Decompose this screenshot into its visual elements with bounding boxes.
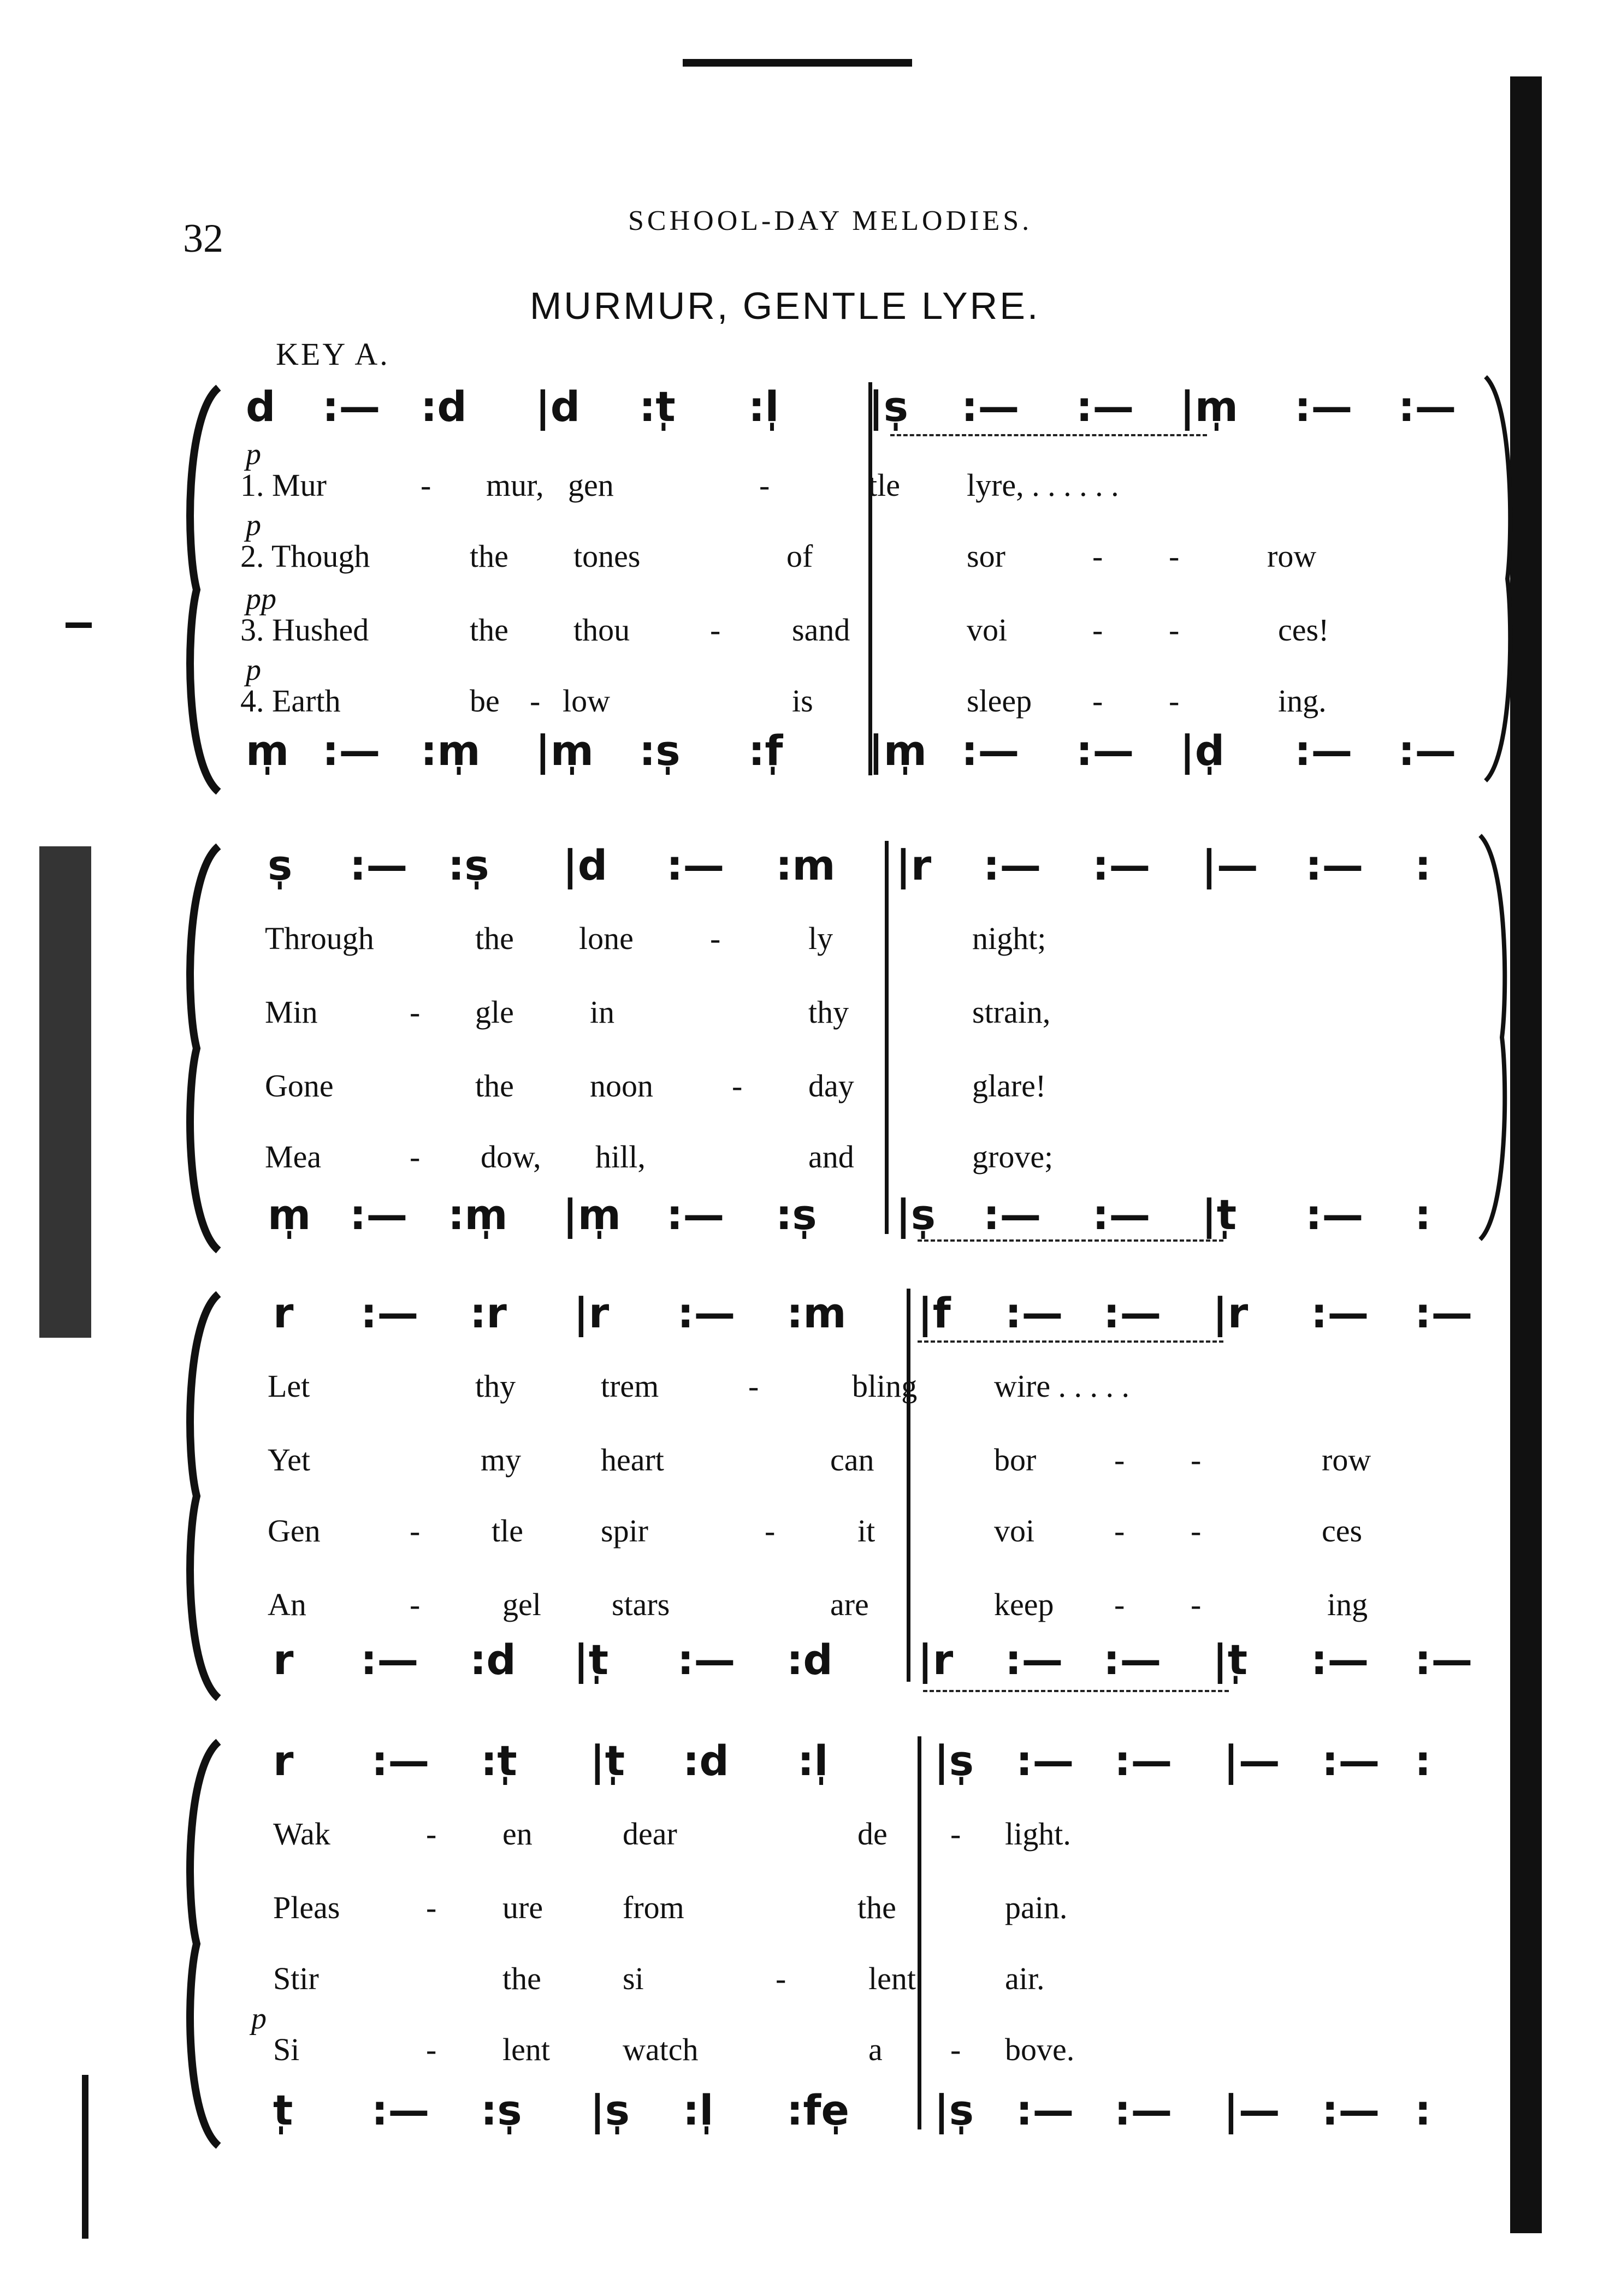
lyric: - [410,1513,421,1549]
lyric: the [502,1961,541,1996]
bass-sol-fa-line [240,2086,1529,2140]
lyric: Gone [265,1068,334,1103]
lyric: stars [612,1587,670,1622]
lyric: sleep [967,683,1032,719]
note: :— [1398,382,1457,431]
lyric: watch [623,2032,699,2067]
music-system-1 [164,371,1529,797]
note: :m [786,1289,847,1337]
note: :l̩ [797,1736,829,1785]
lyric: - [710,921,721,956]
lyric: - [1092,683,1103,719]
lyric: - [950,2032,961,2067]
note: :m̩ [448,1190,508,1239]
lyric: - [1114,1587,1125,1622]
music-system-4 [164,1725,1529,2162]
lyric: - [759,467,770,503]
note: |d [563,841,608,889]
note: |r [918,1635,954,1684]
note: :— [1114,2086,1173,2134]
note: : [1415,1736,1431,1785]
verse-1-line [240,1368,1529,1411]
system-left-brace [164,1289,229,1704]
lyric: the [470,612,508,648]
lyric: Pleas [273,1890,340,1925]
lyric: and [808,1139,854,1174]
note: :— [360,1635,419,1684]
note: :d [683,1736,729,1785]
lyric: ly [808,921,833,956]
lyric: of [786,538,813,574]
note: :— [1311,1289,1369,1337]
note: :— [666,1190,725,1239]
lyric: bling [852,1368,918,1404]
lyric: row [1322,1442,1371,1478]
lyric: my [481,1442,522,1478]
note: :— [677,1289,736,1337]
note: m̩ [246,726,289,775]
key-signature: KEY A. [276,336,390,372]
note: :— [1398,726,1457,775]
lyric: Stir [273,1961,319,1996]
lyric: spir [601,1513,648,1549]
note: :— [1076,726,1134,775]
note: d [246,382,276,431]
lyric: en [502,1816,533,1852]
lyric: tle [868,467,900,503]
note: :— [1305,1190,1364,1239]
note: |r [1212,1289,1249,1337]
lyric: heart [601,1442,664,1478]
note: |m̩ [563,1190,621,1239]
note: |s̩ [896,1190,936,1239]
lyric: ces [1322,1513,1363,1549]
note: :— [1415,1635,1473,1684]
note: |s̩ [868,382,908,431]
note: :— [983,841,1042,889]
note: :— [1415,1289,1473,1337]
song-title: MURMUR, GENTLE LYRE. [530,284,1040,327]
note: :d [786,1635,833,1684]
note: :— [360,1289,419,1337]
verse-4-line [240,2031,1529,2075]
note: r [273,1635,294,1684]
verse-4-line [240,1138,1529,1182]
lyric: gen [568,467,614,503]
lyric: - [421,467,431,503]
lyric: is [792,683,813,719]
lyric: 4. Earth [240,683,341,719]
lyric: 1. Mur [240,467,327,503]
note: |s̩ [934,2086,974,2134]
lyric: air. [1005,1961,1045,1996]
note: |t̩ [573,1635,609,1684]
lyric: - [1092,538,1103,574]
music-system-3 [164,1278,1529,1704]
lyric: Through [265,921,374,956]
lyric: noon [590,1068,653,1103]
lyric: lone [579,921,634,956]
lyric: the [857,1890,896,1925]
note: :— [322,382,381,431]
running-title: SCHOOL-DAY MELODIES. [628,205,1033,236]
lyric: - [410,1139,421,1174]
lyric: are [830,1587,869,1622]
note: :— [1103,1289,1162,1337]
note: :f̩ [748,726,783,775]
lyric: thy [808,994,849,1030]
dynamic-mark: pp [246,582,276,616]
scan-left-mark [66,622,92,628]
lyric: lent [502,2032,550,2067]
note: s̩ [268,841,293,889]
lyric: - [776,1961,786,1996]
lyric: dear [623,1816,677,1852]
lyric: hill, [595,1139,646,1174]
lyric: row [1267,538,1317,574]
note: :d [470,1635,516,1684]
note: :— [1305,841,1364,889]
hold-dashes [918,1340,1223,1343]
lyric: Wak [273,1816,330,1852]
note: :s̩ [776,1190,817,1239]
note: :— [1092,1190,1151,1239]
lyric: can [830,1442,874,1478]
lyric: voi [994,1513,1035,1549]
lyric: - [410,1587,421,1622]
lyric: si [623,1961,644,1996]
lyric: wire . . . . . [994,1368,1130,1404]
lyric: bor [994,1442,1037,1478]
verse-1-line [240,920,1529,964]
bass-sol-fa-line [240,1190,1529,1245]
note: :— [1322,1736,1380,1785]
lyric: 3. Hushed [240,612,369,648]
hold-dashes [890,434,1207,436]
note: :— [1092,841,1151,889]
note: :— [1114,1736,1173,1785]
note: : [1415,2086,1431,2134]
lyric: ing. [1278,683,1327,719]
scan-left-smudge [39,846,91,1338]
note: |s̩ [590,2086,630,2134]
lyric: thy [475,1368,516,1404]
note: |f [918,1289,951,1337]
dynamic-mark: p [246,437,261,471]
lyric: - [710,612,721,648]
note: :— [1322,2086,1380,2134]
bass-sol-fa-line [240,1635,1529,1690]
verse-3-line [240,1960,1529,2004]
dynamic-mark: p [251,2002,267,2036]
note: :m [776,841,836,889]
lyric: gle [475,994,514,1030]
note: : [1415,1190,1431,1239]
lyric: - [1169,683,1180,719]
note: :r [470,1289,507,1337]
note: :— [350,841,408,889]
treble-sol-fa-line [240,841,1529,895]
lyric: - [1092,612,1103,648]
system-right-brace [1475,830,1518,1245]
lyric: Gen [268,1513,321,1549]
lyric: bove. [1005,2032,1075,2067]
lyric: Mea [265,1139,322,1174]
note: |r [896,841,932,889]
note: |t̩ [590,1736,625,1785]
lyric: - [1169,538,1180,574]
lyric: sor [967,538,1005,574]
lyric: lyre, . . . . . . [967,467,1119,503]
verse-1-line [240,1816,1529,1859]
note: :— [350,1190,408,1239]
lyric: gel [502,1587,541,1622]
lyric: mur, [486,467,544,503]
note: :t̩ [481,1736,517,1785]
lyric: An [268,1587,306,1622]
lyric: it [857,1513,875,1549]
hold-dashes [923,1690,1229,1692]
lyric: - [1191,1587,1202,1622]
verse-3-line [240,1512,1529,1556]
lyric: thou [573,612,630,648]
lyric: - [1114,1442,1125,1478]
lyric: the [470,538,508,574]
note: |— [1223,1736,1280,1785]
verse-3-line [240,612,1529,655]
note: |m̩ [1180,382,1238,431]
treble-sol-fa-line [240,1289,1529,1343]
note: |t̩ [1202,1190,1237,1239]
note: |d̩ [1180,726,1225,775]
note: |— [1202,841,1258,889]
note: :— [1005,1635,1063,1684]
lyric: ing [1327,1587,1368,1622]
lyric: the [475,1068,514,1103]
lyric: Si [273,2032,300,2067]
note: :l̩ [683,2086,714,2134]
lyric: in [590,994,615,1030]
note: :m̩ [421,726,481,775]
verse-1-line [240,467,1529,511]
lyric: grove; [972,1139,1054,1174]
lyric: - [530,683,541,719]
lyric: - [410,994,421,1030]
lyric: - [1191,1513,1202,1549]
verse-2-line [240,994,1529,1037]
scan-bottom-left-edge [82,2075,88,2239]
note: :— [371,1736,430,1785]
note: :— [1294,726,1353,775]
note: |t̩ [1212,1635,1248,1684]
lyric: - [950,1816,961,1852]
lyric: Yet [268,1442,310,1478]
dynamic-mark: p [246,508,261,542]
verse-2-line [240,1889,1529,1933]
note: |r [573,1289,610,1337]
note: |m̩ [868,726,927,775]
lyric: de [857,1816,888,1852]
lyric: trem [601,1368,659,1404]
lyric: ces! [1278,612,1329,648]
lyric: - [426,2032,437,2067]
lyric: sand [792,612,850,648]
page-number: 32 [183,216,223,261]
verse-2-line [240,1441,1529,1485]
note: : [1415,841,1431,889]
hold-dashes [918,1239,1223,1242]
note: :— [371,2086,430,2134]
note: |d [535,382,581,431]
verse-4-line [240,683,1529,726]
note: :l̩ [748,382,779,431]
lyric: a [868,2032,883,2067]
lyric: voi [967,612,1008,648]
note: r [273,1736,294,1785]
dynamic-mark: p [246,653,261,687]
note: t̩ [273,2086,293,2134]
note: m̩ [268,1190,311,1239]
note: :s̩ [481,2086,522,2134]
note: :— [1311,1635,1369,1684]
verse-2-line [240,538,1529,582]
system-left-brace [164,1736,229,2151]
lyric: low [563,683,610,719]
note: |— [1223,2086,1280,2134]
lyric: ure [502,1890,543,1925]
lyric: - [426,1816,437,1852]
lyric: 2. Though [240,538,370,574]
note: :— [1076,382,1134,431]
note: :— [1103,1635,1162,1684]
lyric: - [732,1068,743,1103]
lyric: pain. [1005,1890,1068,1925]
lyric: - [765,1513,776,1549]
lyric: dow, [481,1139,541,1174]
note: :— [1005,1289,1063,1337]
system-right-brace [1480,371,1524,786]
system-left-brace [164,382,229,797]
system-left-brace [164,841,229,1256]
lyric: - [426,1890,437,1925]
verse-3-line [240,1067,1529,1111]
note: :— [1294,382,1353,431]
note: :fe̩ [786,2086,850,2134]
note: :— [666,841,725,889]
treble-sol-fa-line [240,382,1529,437]
lyric: Min [265,994,318,1030]
scan-top-rule [683,59,912,67]
note: :— [1016,2086,1074,2134]
lyric: strain, [972,994,1051,1030]
note: |s̩ [934,1736,974,1785]
lyric: lent [868,1961,916,1996]
note: |m̩ [535,726,594,775]
lyric: tones [573,538,641,574]
note: :— [677,1635,736,1684]
note: :s̩ [448,841,489,889]
verse-4-line [240,1586,1529,1630]
note: r [273,1289,294,1337]
music-system-2 [164,830,1529,1256]
note: :— [1016,1736,1074,1785]
lyric: - [1169,612,1180,648]
note: :— [322,726,381,775]
lyric: be [470,683,500,719]
lyric: light. [1005,1816,1071,1852]
note: :d [421,382,467,431]
note: :— [983,1190,1042,1239]
lyric: - [1191,1442,1202,1478]
lyric: Let [268,1368,310,1404]
bass-sol-fa-line [240,726,1529,781]
note: :t̩ [639,382,676,431]
lyric: glare! [972,1068,1046,1103]
note: :— [961,382,1020,431]
lyric: the [475,921,514,956]
lyric: night; [972,921,1046,956]
lyric: day [808,1068,854,1103]
lyric: from [623,1890,684,1925]
lyric: - [748,1368,759,1404]
lyric: keep [994,1587,1054,1622]
lyric: - [1114,1513,1125,1549]
treble-sol-fa-line [240,1736,1529,1791]
lyric: tle [492,1513,523,1549]
note: :— [961,726,1020,775]
note: :s̩ [639,726,681,775]
